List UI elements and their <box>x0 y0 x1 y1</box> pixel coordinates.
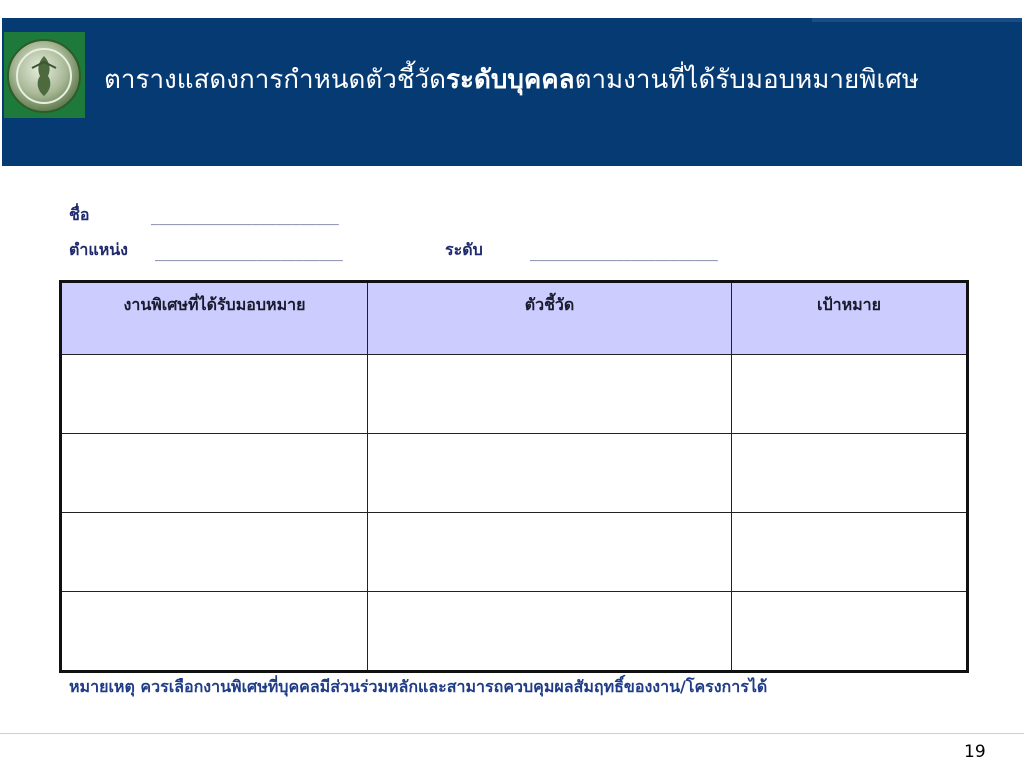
footnote: หมายเหตุ ควรเลือกงานพิเศษที่บุคคลมีส่วนร่วมหลักและสามารถควบคุมผลสัมฤทธิ์ของงาน/โครงการได้ <box>69 677 768 696</box>
table-cell[interactable] <box>368 434 732 513</box>
header-indicator: ตัวชี้วัด <box>368 282 732 355</box>
table-cell[interactable] <box>61 434 368 513</box>
table-header-row <box>61 282 968 355</box>
header-accent-line <box>812 18 1022 22</box>
table-cell[interactable] <box>61 355 368 434</box>
table-cell[interactable] <box>732 513 968 592</box>
position-label: ตำแหน่ง <box>69 240 128 259</box>
table-row <box>61 355 968 434</box>
table-cell[interactable] <box>368 355 732 434</box>
bangkok-seal-icon <box>4 32 85 118</box>
slide-title <box>104 63 1004 97</box>
position-blank-line: ________________________ <box>155 247 343 262</box>
table-row <box>61 513 968 592</box>
table-cell[interactable] <box>368 592 732 672</box>
table-cell[interactable] <box>732 592 968 672</box>
level-label: ระดับ <box>445 240 483 259</box>
table-row <box>61 592 968 672</box>
footer-divider <box>0 733 1024 734</box>
table-cell[interactable] <box>732 434 968 513</box>
header-special-task: งานพิเศษที่ได้รับมอบหมาย <box>61 282 368 355</box>
table-row <box>61 434 968 513</box>
table-cell[interactable] <box>368 513 732 592</box>
table-cell[interactable] <box>61 513 368 592</box>
title-text-part2: ตามงานที่ได้รับมอบหมายพิเศษ <box>574 65 919 95</box>
name-blank-line: ________________________ <box>151 211 339 226</box>
title-text-bold: ระดับบุคคล <box>446 65 575 95</box>
table-cell[interactable] <box>61 592 368 672</box>
level-blank-line: ________________________ <box>530 247 718 262</box>
table-cell[interactable] <box>732 355 968 434</box>
page-number: 19 <box>964 742 986 762</box>
title-text-part1: ตารางแสดงการกำหนดตัวชี้วัด <box>104 65 447 95</box>
header-target: เป้าหมาย <box>732 282 968 355</box>
indicator-table <box>59 280 969 673</box>
name-label: ชื่อ <box>69 205 90 224</box>
